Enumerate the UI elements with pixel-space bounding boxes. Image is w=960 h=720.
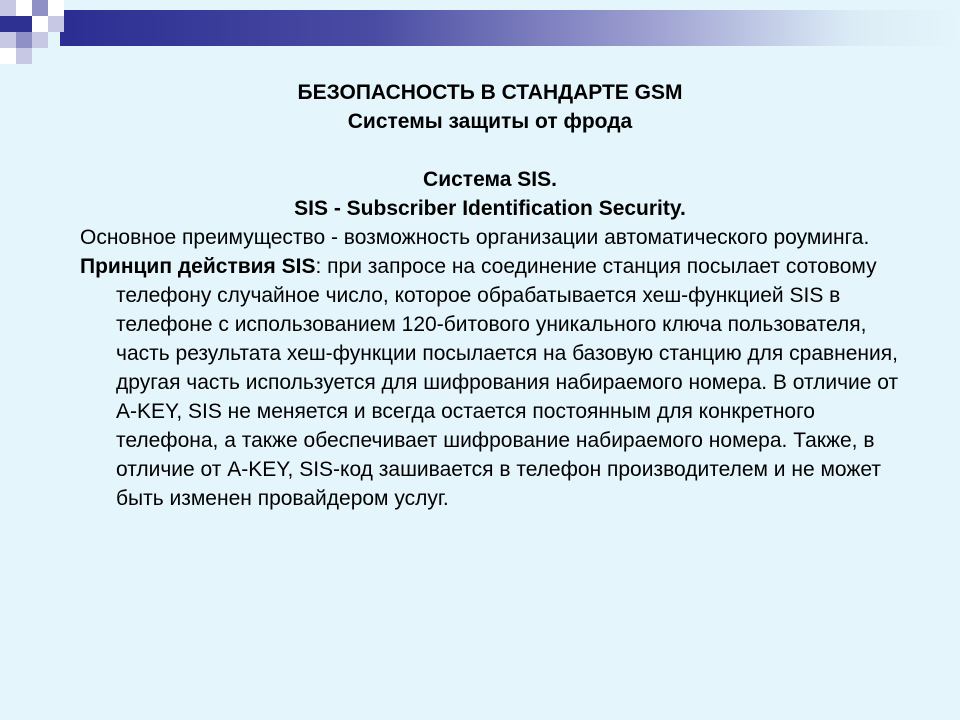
principle-label: Принцип действия SIS [80, 255, 316, 278]
decor-square [16, 0, 32, 16]
system-full-name: SIS - Subscriber Identification Security. [294, 197, 686, 220]
decor-square [48, 0, 64, 16]
principle-paragraph [80, 252, 900, 513]
header-gradient-bar [60, 10, 960, 46]
principle-text: : при запросе на соединение станция посылает сотовому телефону случайное число, которое обрабатывается хеш-функцией SIS в телефоне с использованием 120-битового уникального ключа пользователя, часть результата хеш-функции посылается на базовую станцию для сравнения, другая часть используется для шифрования набираемого номера. В отличие от A-KEY, SIS не меняется и всегда остается постоянным для конкретного телефона, а также обеспечивает шифрование набираемого номера. Также, в отличие от A-KEY, SIS-код зашивается в телефон производителем и не может быть изменен провайдером услуг. [116, 255, 899, 510]
slide-heading: БЕЗОПАСНОСТЬ В СТАНДАРТЕ GSM [297, 81, 683, 104]
decor-square [16, 48, 32, 64]
decor-square [48, 16, 64, 32]
decor-square [32, 0, 48, 16]
decor-square [0, 16, 16, 32]
system-title: Система SIS. [423, 168, 557, 191]
decor-square [16, 32, 32, 48]
decor-square [0, 0, 16, 16]
decor-square [16, 16, 32, 32]
advantage-paragraph [80, 223, 900, 252]
decor-square [0, 32, 16, 48]
slide-subheading: Системы защиты от фрода [347, 110, 633, 133]
decor-square [0, 48, 16, 64]
slide-body [80, 78, 900, 513]
decor-square [32, 16, 48, 32]
decor-square [32, 32, 48, 48]
advantage-text: Основное преимущество - возможность организации автоматического роуминга. [80, 226, 870, 249]
spacer [80, 136, 900, 165]
